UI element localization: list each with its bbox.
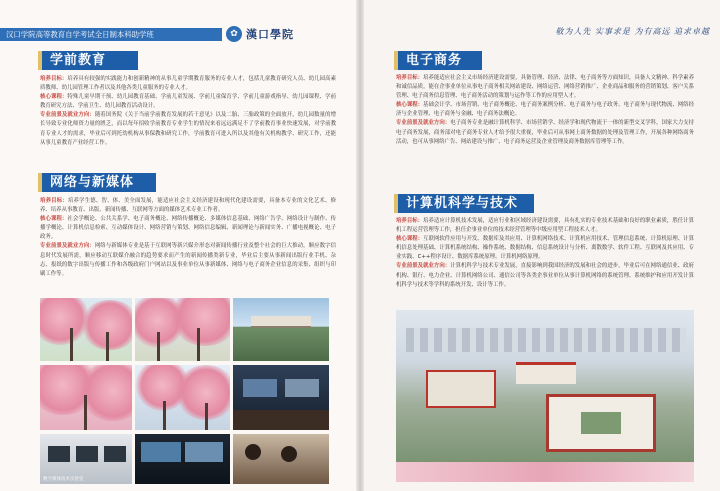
ecommerce-goal-text: 培养能适应社会主义市场经济建设需要，具备管理、经济、法律、电子商务等方面知识，具备人文精神、科学素养和诚信品质，能在企事业单位从事电子商务相关网站建设、网络运营、网络营销推广、企业商品和服务的营销策划、客户关系管理、电子商务信息管理、电子商务活动的策划与运作等工作的应用型人才。	[396, 75, 694, 100]
ecommerce-core-text: 基础会计学、市场营销、电子商务概论、电子商务案例分析、电子商务与电子政务、电子商务与现代物流、网络经济与企业管理、电子商务与金融、电子商务法概论。	[396, 102, 694, 118]
campus-building-photo	[233, 298, 329, 361]
ecommerce-goal-label: 培养目标：	[396, 75, 424, 81]
computer-lab-photo	[40, 434, 132, 484]
section-title-cs: 计算机科学与技术	[394, 194, 534, 213]
school-seal-icon: ✿	[226, 26, 242, 42]
cs-goal-text: 培养适应计算机技术发展，适应行业和区域经济建设需要，具有扎实的专业技术基础和良好的职业素质，胜任计算机工程运营管理等工作，担任企事业单位的技术经营管理等中级应用型工程技术人才。	[396, 218, 694, 234]
campus-blossom-photo-2	[135, 298, 230, 361]
preschool-career-label: 专业前景及就业方向：	[40, 112, 95, 119]
aerial-campus-photo	[396, 310, 694, 482]
school-logo	[226, 24, 316, 44]
cs-core-text: 互联网软件应用与开发、数据库及其应用、计算机网络技术、计算机应用技术、管理信息系统、计算机原理、计算机信息处理基础、计算机系统结构、操作系统、数据结构、信息系统设计与分析、离散数学、软件工程、互联网及其应用、专业实践、C++程序设计、数据库系统原理、计算机网络原理。	[396, 236, 694, 261]
cs-core-label: 核心课程：	[396, 236, 424, 243]
ecommerce-career-text: 电子商务专业是融计算机科学、市场营销学、经济学和现代物流于一体的新型交叉学科，国家大力支持电子商务发展，商务部对电子商务专业人才给予很大重视，毕业后可从事网上商务数据的处理及管理工作，开展各种网络商务活动，也可从事网络广告、网站建设与推广、电子商务运营及企业管理及商务数据库管理等工作。	[396, 120, 694, 145]
preschool-core-label: 核心课程：	[40, 94, 68, 101]
ecommerce-body	[396, 74, 694, 147]
media-body	[40, 197, 336, 279]
section-title-ecommerce: 电子商务	[394, 51, 482, 70]
students-lab-photo	[233, 434, 329, 484]
cs-goal-label: 培养目标：	[396, 218, 424, 224]
section-title-media: 网络与新媒体	[38, 173, 156, 192]
right-page	[360, 0, 720, 491]
section-title-preschool: 学前教育	[38, 51, 138, 70]
cs-career-text: 计算机科学与技术专业发展，直接影响到我国经济的发展和社会的进步，毕业后可在网络通信业、政府机构、银行、电力企业、计算机网络公司、通信公司等各类企事业单位从事计算机网络的系统管理、系统维护和应用开发计算机科学与技术等学科的系统开发、设计等工作。	[396, 263, 694, 288]
ecommerce-core-label: 核心课程：	[396, 102, 424, 109]
ecommerce-career-label: 专业前景及就业方向：	[396, 120, 451, 127]
media-core-text: 社会学概论、公共关系学、电子商务概论、网络传播概论、多媒体信息基础、网络广告学、网络设计与制作、传播学概论、计算机信息检索、互动媒体设计、网络营销与策划、网络信息编辑、新闻理论与新闻实务、广播电视概论、电子政务。	[40, 216, 336, 241]
preschool-goal-label: 培养目标：	[40, 76, 68, 82]
cs-career-label: 专业前景及就业方向：	[396, 263, 451, 270]
campus-blossom-photo-3	[40, 365, 132, 430]
broadcast-studio-photo	[233, 365, 329, 430]
media-career-label: 专业前景及就业方向：	[40, 243, 95, 250]
page-spine	[356, 0, 364, 491]
media-career-text: 网络与新媒体专业是基于互联网等新兴媒介形态对新闻传播行业及整个社会的巨大推动，顺应数字信息时代发展所需，顺应移动互联媒介融合的趋势要求而产生的新闻传播类新专业，毕业后主要从事新闻出版行业手机、杂志、报纸的数字出版与传播工作和各级政府门户网站以及事业单位从事新媒体、网络与电子商务企业信息的采集、组织与印刷工作等。	[40, 243, 336, 277]
media-core-label: 核心课程：	[40, 216, 68, 223]
media-goal-label: 培养目标：	[40, 198, 68, 204]
studio-caption: 数字媒体技术实验室	[43, 477, 84, 482]
school-name: 漢口學院	[246, 28, 294, 41]
header-banner: 汉口学院高等教育自学考试全日制本科助学班	[0, 28, 222, 41]
control-room-photo	[135, 434, 230, 484]
preschool-career-text: 随着国务院《关于当前学前教育发展的若干意见》以及二胎、三胎政策的全面放开，幼儿园数量的增长导致专业化师资力量的匮乏，而以每年招收学前教育专业学生的情况来看远远满足不了学前教育事业快速发展，对学前教育专业人才的需求，毕业后可到托幼机构从事保教和研究工作，学前教育可进入所以及其他有关机构教学、研究工作，还能从事儿童教育产业经营工作。	[40, 112, 336, 146]
campus-blossom-photo-4	[135, 365, 230, 430]
preschool-core-text: 特殊儿童早期干预、幼儿园教育基础、学前儿童发展、学前儿童保育学、学前儿童游戏指导、幼儿园课程、学前教育研究方法、学前卫生、幼儿园教育活动设计。	[40, 94, 336, 110]
media-goal-text: 培养学生德、智、体、美全面发展，能适应社会主义经济建设和现代化建设需要，具备本专业的文化艺术、修养、培养从事教育、出版、新闻传播、互联网等方面的媒体艺术专业工作者。	[40, 198, 336, 214]
preschool-goal-text: 培养具有较强的实践能力和创新精神的从事儿童学期教育服务的专业人才，包括儿童教育研究人员、幼儿园高素质教师、幼儿园管理工作者以及其他各类儿童服务的专业人才。	[40, 76, 336, 92]
school-slogan: 敬为人先 实事求是 为有高远 追求卓越	[555, 27, 710, 36]
preschool-body	[40, 75, 336, 148]
campus-blossom-photo-1	[40, 298, 132, 361]
cs-body	[396, 217, 694, 290]
